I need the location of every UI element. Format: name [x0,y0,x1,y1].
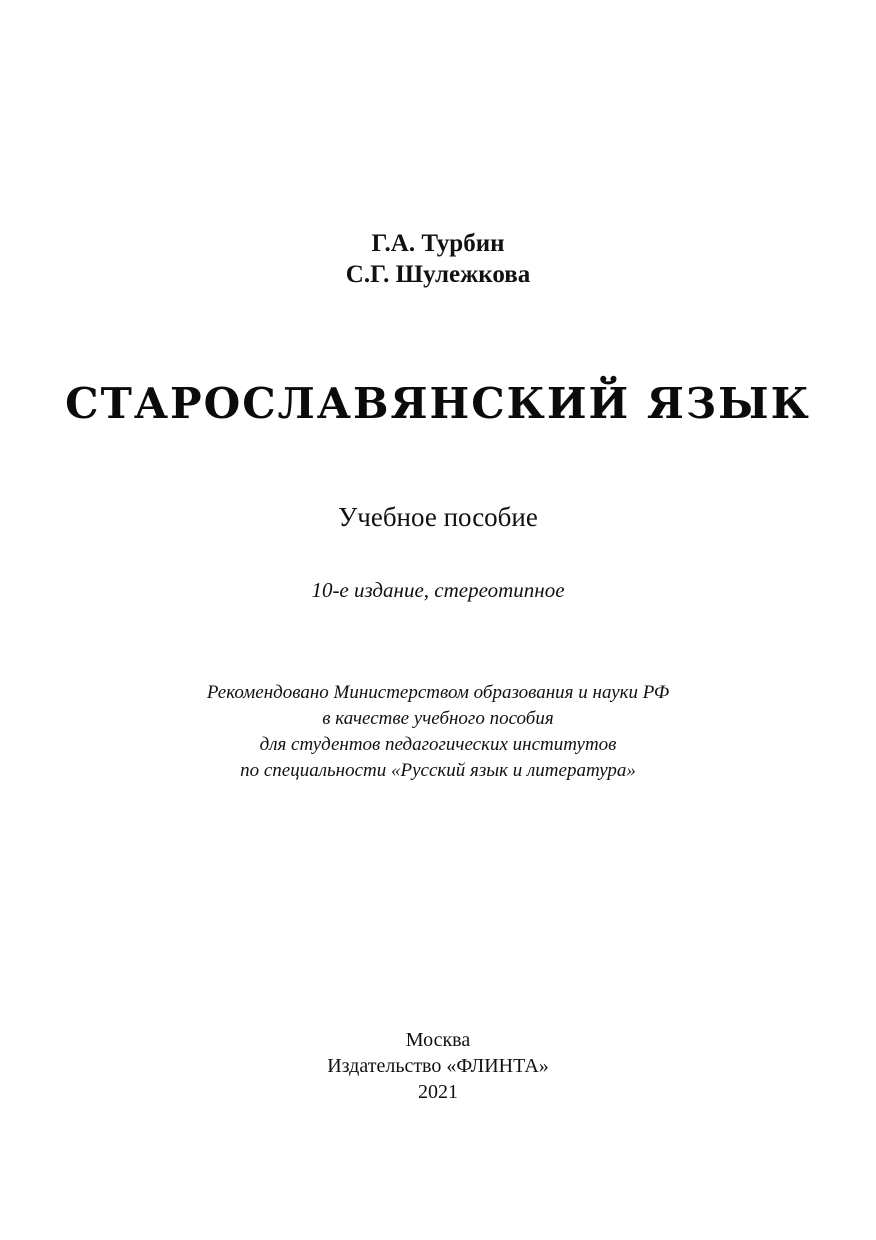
book-subtitle: Учебное пособие [338,502,538,532]
publication-city: Москва [405,1029,471,1051]
edition-note: 10-е издание, стереотипное [311,578,565,602]
recommendation-line: Рекомендовано Министерством образования и науки РФ [206,682,670,703]
recommendation-block [0,680,876,784]
author-name: Г.А. Турбин [371,230,505,257]
recommendation-line: в качестве учебного пособия [322,708,554,729]
authors [0,228,876,290]
publisher-name: Издательство «ФЛИНТА» [327,1055,549,1077]
imprint [0,1027,876,1105]
book-title: СТАРОСЛАВЯНСКИЙ ЯЗЫК [65,379,811,428]
publication-year: 2021 [418,1081,458,1103]
recommendation-line: для студентов педагогических институтов [259,734,617,755]
author-name: С.Г. Шулежкова [345,261,531,288]
recommendation-line: по специальности «Русский язык и литература» [240,760,636,781]
